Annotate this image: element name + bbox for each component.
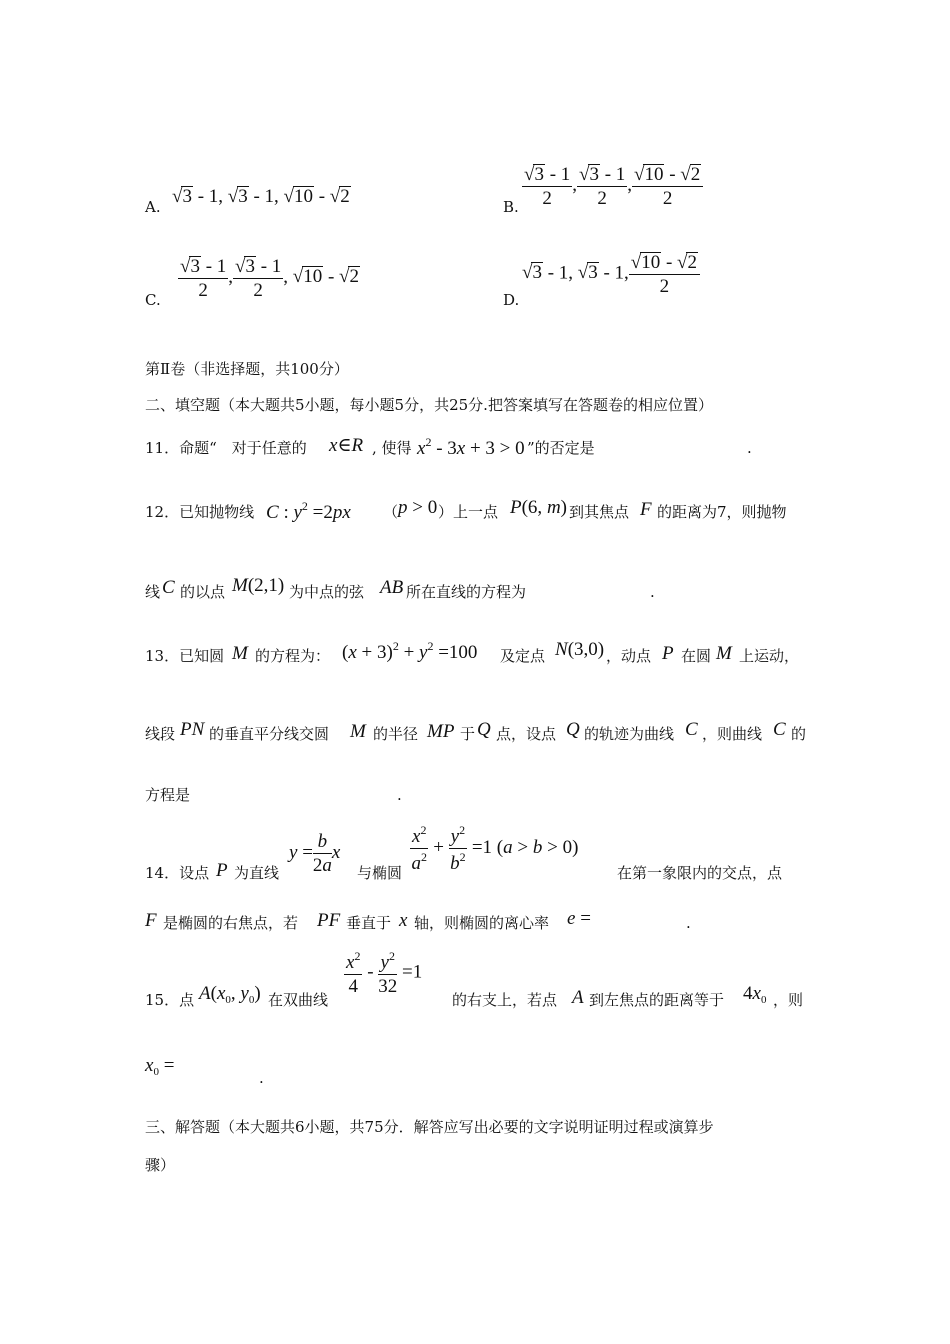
q13-text-h: 的垂直平分线交圆 [209, 725, 330, 743]
section3-title: 三、解答题（本大题共6小题，共75分．解答应写出必要的文字说明证明过程或演算步 [145, 1118, 714, 1136]
q12-text-h: 为中点的弦 [289, 583, 365, 601]
q13-math-f: PN [180, 719, 205, 740]
q12-text-e: 的距离为7，则抛物 [657, 503, 787, 521]
q13-text-i: 的半径 [373, 725, 419, 743]
q13-text-o: 方程是 [145, 786, 191, 804]
q13-math-a: M [232, 643, 248, 664]
q11-text-a: 11．命题“ 对于任意的 [145, 439, 307, 457]
q14-text-e: 是椭圆的右焦点，若 [163, 914, 299, 932]
q11-text-b: , 使得 [372, 439, 412, 457]
q13-text-m: ，则曲线 [702, 725, 763, 743]
q13-math-k: C [685, 719, 698, 740]
option-a-expr: √3 - 1, √3 - 1, √10 - √2 [172, 186, 350, 207]
section2-title: 二、填空题（本大题共5小题，每小题5分，共25分.把答案填写在答题卷的相应位置） [145, 396, 713, 414]
q12-text-f: 线 [145, 583, 161, 601]
q11-end: . [747, 439, 752, 457]
option-b-label: B. [503, 198, 519, 216]
q11-math-b: $x^2 - 3x + 3 > 0$ [417, 435, 525, 459]
option-b-expr: $\frac{√3 - 1}{2}$ , $\frac{√3 - 1}{2}$ , $\frac{√10 - √2}{2}$ [522, 164, 703, 208]
q13-math-d: P [662, 643, 674, 664]
q12-math-a: C : $y^2 =2px$ [266, 499, 351, 523]
q12-text-d: 到其焦点 [569, 503, 630, 521]
q13-text-j: 于 [460, 725, 476, 743]
q14-text-c: 与椭圆 [357, 864, 403, 882]
q12-math-c: P(6, m) [510, 497, 567, 518]
q13-math-h: MP [427, 721, 455, 742]
q15-math-d: $4x_0$ [743, 983, 767, 1006]
q15-text-c: 的右支上，若点 [452, 991, 558, 1009]
q15-text-a: 15．点 [145, 991, 195, 1009]
q14-math-a: P [216, 860, 228, 881]
option-d-label: D. [503, 291, 520, 309]
q14-math-b: y = $\frac{b}{2a}$ x [289, 831, 341, 876]
q12-math-g: AB [380, 577, 404, 598]
q14-math-d: F [145, 910, 157, 931]
q15-text-d: 到左焦点的距离等于 [589, 991, 725, 1009]
q13-text-f: 上运动， [739, 647, 800, 665]
q13-math-l: C [773, 719, 786, 740]
q13-math-b: $(x + 3)^2 + y^2 =100$ [342, 639, 478, 663]
q13-math-c: N(3,0) [555, 639, 605, 660]
q15-end: . [259, 1069, 264, 1087]
q15-text-e: ，则 [773, 991, 804, 1009]
q14-text-d: 在第一象限内的交点，点 [617, 864, 783, 882]
q14-text-g: 轴，则椭圆的离心率 [414, 914, 550, 932]
q13-text-n: 的 [791, 725, 807, 743]
q12-text-i: 所在直线的方程为 [406, 583, 527, 601]
q13-text-b: 的方程为： [255, 647, 331, 665]
option-d-expr: √3 - 1, √3 - 1, $\frac{√10 - √2}{2}$ [522, 252, 700, 296]
q13-text-k: 点，设点 [496, 725, 557, 743]
q15-math-b: $\frac{x^2}{4}$ - $\frac{y^2}{32}$ =1 [346, 949, 423, 997]
q15-math-e: $x_0$ = [145, 1055, 175, 1078]
q12-math-b: p > 0 [398, 497, 438, 518]
q12-text-c: ）上一点 [438, 503, 499, 521]
q15-math-c: A [572, 987, 584, 1008]
q13-text-g: 线段 [145, 725, 176, 743]
q13-math-i: Q [477, 719, 491, 740]
option-c-label: C. [145, 291, 161, 309]
q13-math-g: M [350, 721, 366, 742]
option-a-label: A. [145, 198, 161, 216]
q11-text-c: ”的否定是 [527, 439, 595, 457]
q15-text-b: 在双曲线 [268, 991, 329, 1009]
q13-text-d: ，动点 [606, 647, 652, 665]
q15-math-a: $A(x_0$, $y_0$) [199, 983, 261, 1006]
q12-math-e: C [162, 577, 175, 598]
q12-text-a: 12．已知抛物线 [145, 503, 255, 521]
q13-math-e: M [716, 643, 732, 664]
part2-title: 第Ⅱ卷（非选择题，共100分） [145, 360, 349, 378]
q13-text-l: 的轨迹为曲线 [584, 725, 675, 743]
q14-text-a: 14．设点 [145, 864, 210, 882]
q13-text-c: 及定点 [500, 647, 546, 665]
q12-math-d: F [640, 499, 652, 520]
q14-end: . [686, 914, 691, 932]
q14-text-f: 垂直于 [346, 914, 392, 932]
q14-math-c: $\frac{x^2}{a^2}$ + $\frac{y^2}{b^2}$ =1 (a > b > 0) [411, 823, 579, 874]
q12-text-g: 的以点 [180, 583, 226, 601]
q13-end: . [397, 786, 402, 804]
q14-math-g: e = [567, 908, 591, 929]
q11-math-a: x∈R [329, 435, 364, 456]
section3-title-cont: 骤） [145, 1156, 176, 1174]
q12-text-b: （ [383, 503, 399, 521]
q14-math-f: x [399, 910, 408, 931]
q12-math-f: M(2,1) [232, 575, 285, 596]
q14-text-b: 为直线 [234, 864, 280, 882]
q13-text-e: 在圆 [681, 647, 712, 665]
q13-text-a: 13．已知圆 [145, 647, 225, 665]
q13-math-j: Q [566, 719, 580, 740]
q12-end: . [650, 583, 655, 601]
q14-math-e: PF [317, 910, 341, 931]
option-c-expr: $\frac{√3 - 1}{2}$ , $\frac{√3 - 1}{2}$ , √10 - √2 [180, 256, 359, 301]
